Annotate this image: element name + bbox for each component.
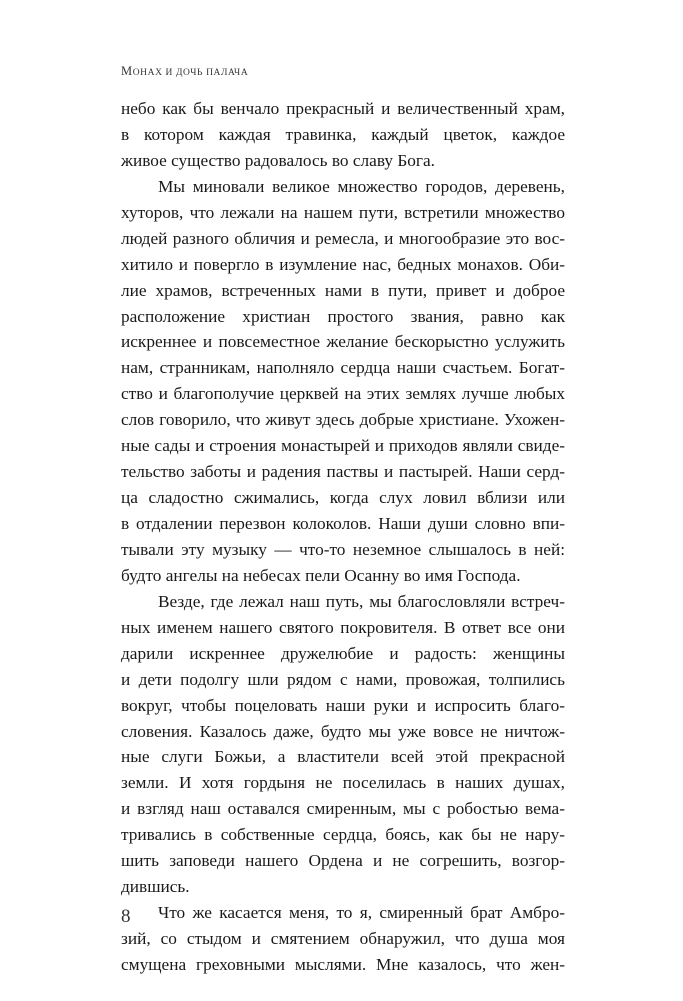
text-line: и взгляд наш оставался смиренным, мы с робостью вема- <box>121 799 565 819</box>
text-line: и дети подолгу шли рядом с нами, провожая, толпились <box>121 669 565 689</box>
text-line: людей разного обличия и ремесла, и многообразие это вос- <box>121 228 565 248</box>
text-line: нам, странникам, наполняло сердца наши счастьем. Богат- <box>121 358 565 378</box>
text-line: ство и благополучие церквей на этих землях лучше любых <box>121 384 565 404</box>
running-head-small-caps: ОНАХ И ДОЧЬ ПАЛАЧА <box>132 68 249 78</box>
text-line: лие храмов, встреченных нами в пути, привет и доброе <box>121 280 565 300</box>
text-line: будто ангелы на небесах пели Осанну во имя Господа. <box>121 565 521 585</box>
text-line: Мы миновали великое множество городов, деревень, <box>158 176 565 196</box>
text-line: Что же касается меня, то я, смиренный брат Амбро- <box>158 903 565 923</box>
text-line: в отдалении перезвон колоколов. Наши души словно впи- <box>121 514 565 533</box>
text-line: ные сады и строения монастырей и приходов являли свиде- <box>121 436 565 456</box>
running-head <box>121 64 248 79</box>
text-line: ные слуги Божьи, а властители всей этой прекрасной <box>121 747 565 767</box>
text-line: расположение христиан простого звания, равно как <box>121 306 565 326</box>
text-line: ца сладостно сжимались, когда слух ловил вблизи или <box>121 488 565 508</box>
text-line: тывали эту музыку — что-то неземное слышалось в ней: <box>121 539 565 559</box>
text-line: вокруг, чтобы поцеловать наши руки и испросить благо- <box>121 695 565 715</box>
text-line: ных именем нашего святого покровителя. В ответ все они <box>121 617 565 637</box>
body-text <box>121 96 565 978</box>
text-line: шить заповеди нашего Ордена и не согрешить, возгор- <box>121 851 565 871</box>
text-line: дившись. <box>121 877 190 897</box>
running-head-initial: М <box>121 64 133 78</box>
text-line: зий, со стыдом и смятением обнаружил, что душа моя <box>121 929 565 948</box>
text-line: в котором каждая травинка, каждый цветок, каждое <box>121 124 565 144</box>
text-line: искреннее и повсеместное желание бескорыстно услужить <box>121 332 565 352</box>
text-line: хитило и повергло в изумление нас, бедных монахов. Оби- <box>121 254 565 274</box>
text-line: тривались в собственные сердца, боясь, как бы не нару- <box>121 825 565 845</box>
text-line: земли. И хотя гордыня не поселилась в наших душах, <box>121 773 565 793</box>
page-number: 8 <box>121 906 131 927</box>
text-line: небо как бы венчало прекрасный и величественный храм, <box>121 99 565 118</box>
text-line: слов говорило, что живут здесь добрые христиане. Ухожен- <box>121 410 565 430</box>
text-line: хуторов, что лежали на нашем пути, встретили множество <box>121 202 565 222</box>
text-line: Везде, где лежал наш путь, мы благословляли встреч- <box>158 591 565 611</box>
text-line: дарили искреннее дружелюбие и радость: женщины <box>121 643 565 663</box>
text-line: живое существо радовалось во славу Бога. <box>121 150 435 170</box>
text-line: смущена греховными мыслями. Мне казалось, что жен- <box>121 954 565 974</box>
text-line: словения. Казалось даже, будто мы уже вовсе не ничтож- <box>121 721 565 741</box>
text-line: тельство заботы и радения паствы и пастырей. Наши серд- <box>121 462 565 482</box>
